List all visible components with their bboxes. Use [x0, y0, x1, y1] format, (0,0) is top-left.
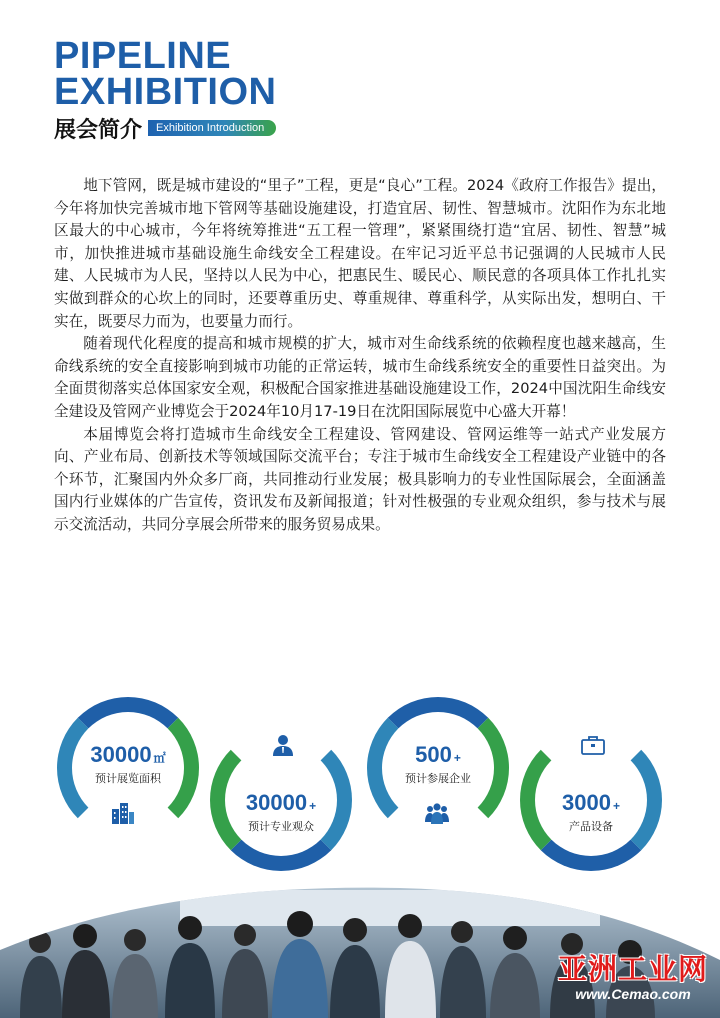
stat-value: 30000: [245, 790, 308, 815]
paragraph-3: 本届博览会将打造城市生命线安全工程建设、管网建设、管网运维等一站式产业发展方向、产业布局、创新技术等领域国际交流平台；专注于城市生命线安全工程建设产业链中的各个环节，汇聚国内外众多厂商，共同推动行业发展；极具影响力的专业性国际展会，全面涵盖国内行业媒体的广告宣传，资讯发布及新闻报道；针对性极强的专业观众组织，参与技术与展示交流活动，共同分享展会所带来的服务贸易成果。: [54, 425, 666, 533]
stat-value: 3000: [562, 790, 611, 815]
person-icon: [270, 732, 296, 758]
briefcase-icon: [580, 732, 606, 758]
stat-unit: +: [453, 751, 461, 765]
section-subtitle-pill: Exhibition Introduction: [148, 120, 276, 136]
intro-text: [54, 175, 666, 537]
stat-label: 预计展览面积: [95, 772, 161, 785]
watermark-logo: [558, 952, 708, 1002]
section-heading: [54, 114, 276, 142]
stat-label: 预计参展企业: [405, 772, 471, 785]
stat-label: 产品设备: [569, 820, 613, 833]
stat-label: 预计专业观众: [248, 820, 314, 833]
watermark-logo-text: 亚洲工业网: [557, 952, 708, 986]
watermark-url: www.Cemao.com: [575, 986, 691, 1002]
stat-unit: +: [612, 799, 620, 813]
stat-value: 30000: [90, 742, 152, 767]
stat-value: 500: [415, 742, 452, 767]
section-title-cn: 展会简介: [54, 117, 143, 143]
title-line-1: PIPELINE: [54, 35, 232, 77]
paragraph-1: 地下管网，既是城市建设的“里子”工程，更是“良心”工程。2024《政府工作报告》提出，今年将加快完善城市地下管网等基础设施建设，打造宜居、韧性、智慧城市。沈阳作为东北地区最大的中心城市，今年将统筹推进“五工程一管理”，紧紧围绕打造“宜居、韧性、智慧”城市，加快推进城市基础设施生命线安全工程建设。在牢记习近平总书记强调的人民城市人民建、人民城市为人民，坚持以人民为中心，把惠民生、暖民心、顺民意的各项具体工作扎扎实实做到群众的心坎上的同时，还要尊重历史、尊重规律、尊重科学，从实际出发，想明白、干实在，既要尽力而为，也要量力而行。: [54, 177, 666, 330]
group-icon: [424, 800, 450, 826]
stat-unit: ㎡: [153, 751, 166, 765]
buildings-icon: [110, 800, 136, 826]
paragraph-2: 随着现代化程度的提高和城市规模的扩大，城市对生命线系统的依赖程度也越来越高，生命线系统的安全直接影响到城市功能的正常运转，城市生命线系统安全的重要性日益突出。为全面贯彻落实总体国家安全观，积极配合国家推进基础设施建设工作，2024中国沈阳生命线安全建设及管网产业博览会于2024年10月17-19日在沈阳国际展览中心盛大开幕！: [54, 335, 666, 420]
page-title: [54, 35, 277, 113]
stat-unit: +: [309, 799, 317, 813]
title-line-2: EXHIBITION: [54, 71, 277, 113]
